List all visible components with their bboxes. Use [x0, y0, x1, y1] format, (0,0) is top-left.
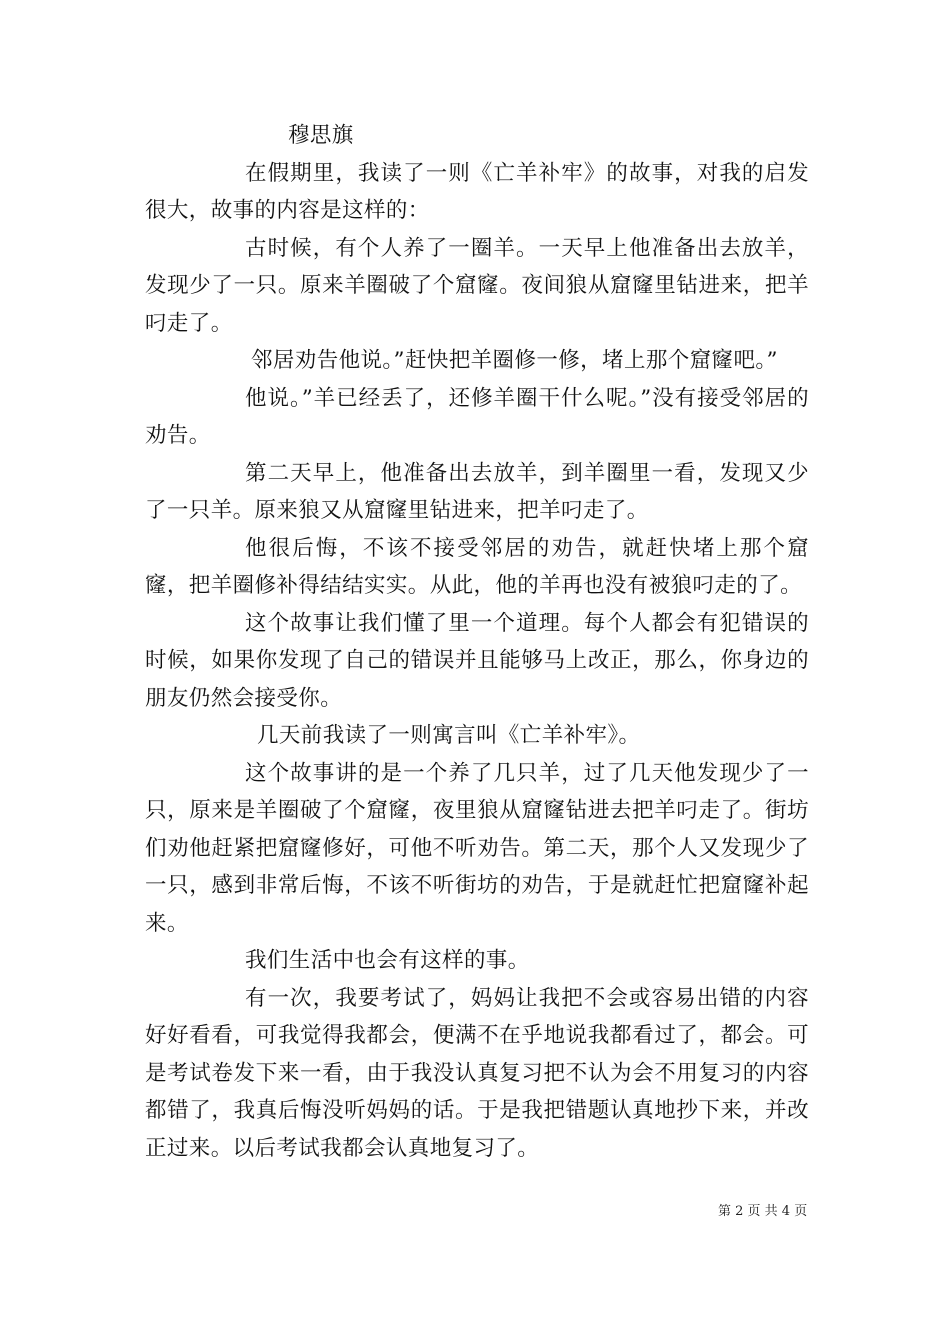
paragraph-5: 第二天早上，他准备出去放羊，到羊圈里一看，发现又少了一只羊。原来狼又从窟窿里钻进来，把羊叼走了。	[145, 460, 809, 523]
page-number-footer: 第 2 页 共 4 页	[718, 1204, 808, 1219]
paragraph-3: 邻居劝告他说。”赶快把羊圈修一修，堵上那个窟窿吧。”	[251, 348, 778, 373]
paragraph-8: 几天前我读了一则寓言叫《亡羊补牢》。	[257, 723, 641, 748]
paragraph-11: 有一次，我要考试了，妈妈让我把不会或容易出错的内容好好看看，可我觉得我都会，便满不在乎地说我都看过了，都会。可是考试卷发下来一看，由于我没认真复习把不认为会不用复习的内容都错了，我真后悔没听妈妈的话。于是我把错题认真地抄下来，并改正过来。以后考试我都会认真地复习了。	[145, 985, 809, 1161]
author-name: 穆思旗	[288, 123, 354, 148]
paragraph-2: 古时候，有个人养了一圈羊。一天早上他准备出去放羊，发现少了一只。原来羊圈破了个窟窿。夜间狼从窟窿里钻进来，把羊叼走了。	[145, 235, 809, 336]
paragraph-1: 在假期里，我读了一则《亡羊补牢》的故事，对我的启发很大，故事的内容是这样的：	[145, 160, 809, 223]
paragraph-7: 这个故事让我们懂了里一个道理。每个人都会有犯错误的时候，如果你发现了自己的错误并且能够马上改正，那么，你身边的朋友仍然会接受你。	[145, 610, 809, 711]
paragraph-9: 这个故事讲的是一个养了几只羊，过了几天他发现少了一只，原来是羊圈破了个窟窿，夜里狼从窟窿钻进去把羊叼走了。街坊们劝他赶紧把窟窿修好，可他不听劝告。第二天，那个人又发现少了一只，感到非常后悔，不该不听街坊的劝告，于是就赶忙把窟窿补起来。	[145, 760, 809, 936]
paragraph-10: 我们生活中也会有这样的事。	[245, 948, 530, 973]
paragraph-6: 他很后悔，不该不接受邻居的劝告，就赶快堵上那个窟窿，把羊圈修补得结结实实。从此，他的羊再也没有被狼叼走的了。	[145, 535, 809, 598]
paragraph-4: 他说。”羊已经丢了，还修羊圈干什么呢。”没有接受邻居的劝告。	[145, 385, 809, 448]
document-body	[145, 117, 809, 1167]
